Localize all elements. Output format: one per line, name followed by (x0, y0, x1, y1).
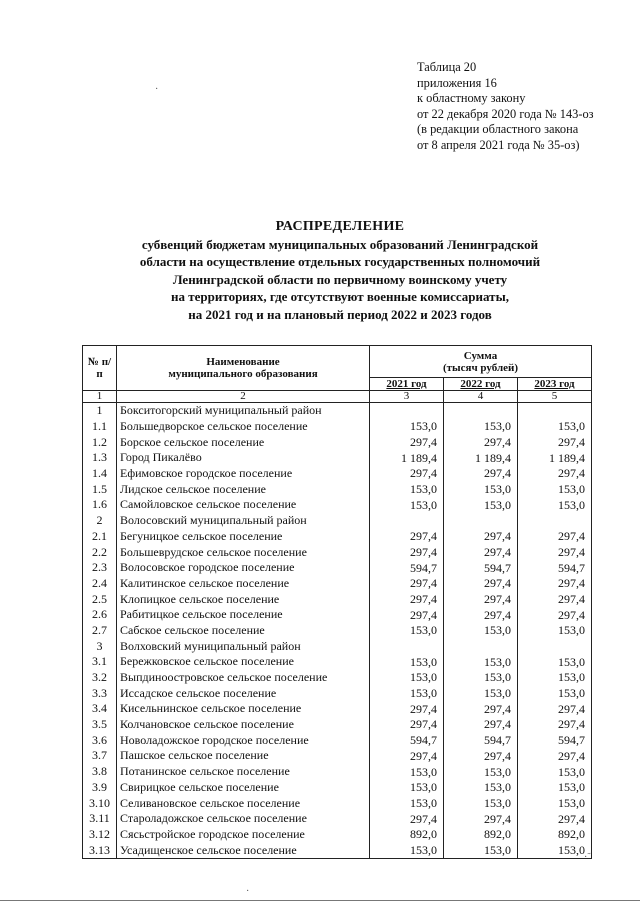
document-title (60, 218, 620, 324)
table-row (83, 623, 592, 639)
row-value-2021: 594,7 (370, 560, 444, 576)
row-value-2022: 1 189,4 (444, 450, 518, 466)
header-num-label: № п/п (87, 356, 112, 380)
row-value-2023: 153,0 (518, 497, 592, 513)
row-value-2023: 297,4 (518, 544, 592, 560)
row-number: 3.6 (83, 732, 117, 748)
header-note-line: от 22 декабря 2020 года № 143-оз (417, 106, 594, 121)
row-value-2022 (444, 403, 518, 419)
scan-speck: ·˜ (584, 852, 591, 863)
column-index: 2 (117, 391, 370, 403)
row-value-2021: 297,4 (370, 748, 444, 764)
table-row (83, 403, 592, 419)
row-name: Потанинское сельское поселение (117, 764, 370, 780)
row-value-2021: 153,0 (370, 764, 444, 780)
row-number: 2.3 (83, 560, 117, 576)
row-value-2022: 153,0 (444, 419, 518, 435)
row-value-2023: 297,4 (518, 576, 592, 592)
table-row (83, 795, 592, 811)
row-number: 1.5 (83, 481, 117, 497)
row-value-2021: 297,4 (370, 466, 444, 482)
row-number: 1.1 (83, 419, 117, 435)
header-note (417, 60, 594, 153)
row-value-2022: 297,4 (444, 576, 518, 592)
row-value-2021: 297,4 (370, 529, 444, 545)
row-name: Волховский муниципальный район (117, 638, 370, 654)
column-index-row (83, 391, 592, 403)
table-row (83, 419, 592, 435)
row-name: Самойловское сельское поселение (117, 497, 370, 513)
row-number: 2.1 (83, 529, 117, 545)
header-name (117, 346, 370, 391)
header-name-line1: Наименование (206, 356, 280, 368)
header-note-line: к областному закону (417, 91, 526, 105)
row-value-2023: 153,0 (518, 780, 592, 796)
row-value-2021: 153,0 (370, 419, 444, 435)
row-name: Сабское сельское поселение (117, 623, 370, 639)
row-number: 3.4 (83, 701, 117, 717)
row-value-2021 (370, 638, 444, 654)
row-name: Усадищенское сельское поселение (117, 842, 370, 858)
row-value-2021: 297,4 (370, 701, 444, 717)
table-row (83, 685, 592, 701)
row-value-2023 (518, 513, 592, 529)
row-value-2022: 297,4 (444, 717, 518, 733)
header-year-2021: 2021 год (370, 378, 444, 391)
row-value-2022: 297,4 (444, 591, 518, 607)
row-name: Пашское сельское поселение (117, 748, 370, 764)
row-value-2021: 153,0 (370, 670, 444, 686)
row-number: 3.13 (83, 842, 117, 858)
row-value-2022: 297,4 (444, 544, 518, 560)
row-value-2021 (370, 513, 444, 529)
row-name: Волосовский муниципальный район (117, 513, 370, 529)
row-value-2022 (444, 513, 518, 529)
row-value-2022: 153,0 (444, 764, 518, 780)
row-name: Бережковское сельское поселение (117, 654, 370, 670)
row-number: 2 (83, 513, 117, 529)
table-row (83, 544, 592, 560)
row-value-2023: 153,0 (518, 419, 592, 435)
row-value-2021: 153,0 (370, 685, 444, 701)
row-value-2022: 297,4 (444, 466, 518, 482)
header-sum-line1: Сумма (463, 349, 498, 362)
table-row (83, 827, 592, 843)
table-row (83, 450, 592, 466)
header-note-line: Таблица 20 (417, 60, 477, 74)
row-value-2023: 594,7 (518, 732, 592, 748)
row-value-2023 (518, 403, 592, 419)
row-number: 3.8 (83, 764, 117, 780)
row-value-2023: 153,0 (518, 764, 592, 780)
row-value-2023: 153,0 (518, 481, 592, 497)
row-value-2023: 297,4 (518, 607, 592, 623)
table-row (83, 529, 592, 545)
title-line: на территориях, где отсутствуют военные комиссариаты, (171, 289, 509, 305)
row-value-2023: 297,4 (518, 701, 592, 717)
row-number: 3.3 (83, 685, 117, 701)
row-value-2023: 153,0 (518, 842, 592, 858)
row-name: Выпдиноостровское сельское поселение (117, 670, 370, 686)
row-number: 3.5 (83, 717, 117, 733)
table-row (83, 654, 592, 670)
row-value-2022: 153,0 (444, 654, 518, 670)
row-value-2022: 153,0 (444, 795, 518, 811)
row-name: Волосовское городское поселение (117, 560, 370, 576)
row-number: 3.2 (83, 670, 117, 686)
row-number: 3.12 (83, 827, 117, 843)
scan-speck: · (246, 886, 250, 897)
row-name: Бегуницкое сельское поселение (117, 529, 370, 545)
header-year-2022: 2022 год (444, 378, 518, 391)
row-value-2023: 1 189,4 (518, 450, 592, 466)
row-value-2021: 892,0 (370, 827, 444, 843)
table-row (83, 513, 592, 529)
row-name: Калитинское сельское поселение (117, 576, 370, 592)
row-value-2021: 153,0 (370, 623, 444, 639)
row-value-2021: 297,4 (370, 591, 444, 607)
table-row (83, 497, 592, 513)
row-value-2021: 297,4 (370, 717, 444, 733)
table-row (83, 591, 592, 607)
row-value-2023: 297,4 (518, 717, 592, 733)
row-value-2021: 153,0 (370, 842, 444, 858)
row-number: 1 (83, 403, 117, 419)
row-value-2021: 297,4 (370, 811, 444, 827)
table-row (83, 466, 592, 482)
header-year-2023: 2023 год (518, 378, 592, 391)
row-value-2021: 153,0 (370, 654, 444, 670)
row-name: Ефимовское городское поселение (117, 466, 370, 482)
row-value-2023: 153,0 (518, 685, 592, 701)
table-row (83, 638, 592, 654)
row-number: 3.10 (83, 795, 117, 811)
row-value-2022: 153,0 (444, 497, 518, 513)
row-name: Староладожское сельское поселение (117, 811, 370, 827)
row-name: Рабитицкое сельское поселение (117, 607, 370, 623)
row-number: 2.2 (83, 544, 117, 560)
header-num (83, 346, 117, 391)
row-value-2023 (518, 638, 592, 654)
row-value-2023: 297,4 (518, 529, 592, 545)
header-note-line: приложения 16 (417, 75, 497, 90)
table-row (83, 732, 592, 748)
row-value-2022: 153,0 (444, 780, 518, 796)
row-value-2023: 153,0 (518, 623, 592, 639)
row-value-2023: 594,7 (518, 560, 592, 576)
row-name: Новоладожское городское поселение (117, 732, 370, 748)
row-name: Борское сельское поселение (117, 434, 370, 450)
column-index: 1 (83, 391, 117, 403)
row-number: 2.6 (83, 607, 117, 623)
row-name: Большедворское сельское поселение (117, 419, 370, 435)
row-number: 2.4 (83, 576, 117, 592)
row-value-2022: 153,0 (444, 481, 518, 497)
row-name: Клопицкое сельское поселение (117, 591, 370, 607)
row-value-2021: 153,0 (370, 481, 444, 497)
row-value-2021: 1 189,4 (370, 450, 444, 466)
row-number: 3 (83, 638, 117, 654)
row-value-2022: 297,4 (444, 607, 518, 623)
header-note-line: (в редакции областного закона (417, 122, 579, 136)
scan-speck: · (155, 84, 159, 95)
row-value-2023: 153,0 (518, 670, 592, 686)
table-row (83, 434, 592, 450)
row-name: Сясьстройское городское поселение (117, 827, 370, 843)
header-sum (370, 346, 592, 378)
table-row (83, 842, 592, 858)
row-value-2023: 153,0 (518, 795, 592, 811)
row-value-2021: 297,4 (370, 607, 444, 623)
table-row (83, 764, 592, 780)
scan-edge-line (0, 900, 640, 901)
row-number: 1.6 (83, 497, 117, 513)
row-value-2022: 297,4 (444, 529, 518, 545)
row-name: Лидское сельское поселение (117, 481, 370, 497)
row-name: Бокситогорский муниципальный район (117, 403, 370, 419)
column-index: 3 (370, 391, 444, 403)
row-value-2021: 153,0 (370, 780, 444, 796)
row-value-2023: 297,4 (518, 466, 592, 482)
row-number: 3.9 (83, 780, 117, 796)
table-row (83, 481, 592, 497)
row-value-2021: 153,0 (370, 795, 444, 811)
table-row (83, 701, 592, 717)
row-value-2022: 153,0 (444, 670, 518, 686)
table-row (83, 576, 592, 592)
row-value-2021: 297,4 (370, 576, 444, 592)
row-value-2022: 153,0 (444, 623, 518, 639)
row-value-2021: 153,0 (370, 497, 444, 513)
table-row (83, 670, 592, 686)
row-number: 1.2 (83, 434, 117, 450)
table-row (83, 811, 592, 827)
title-line: Ленинградской области по первичному воинскому учету (172, 271, 508, 287)
title-main: РАСПРЕДЕЛЕНИЕ (275, 219, 405, 234)
row-name: Селивановское сельское поселение (117, 795, 370, 811)
column-index: 5 (518, 391, 592, 403)
row-value-2021: 594,7 (370, 732, 444, 748)
table-body (83, 391, 592, 859)
row-value-2022: 153,0 (444, 685, 518, 701)
table-row (83, 748, 592, 764)
row-number: 3.1 (83, 654, 117, 670)
header-name-line2: муниципального образования (168, 368, 318, 380)
row-name: Колчановское сельское поселение (117, 717, 370, 733)
table-row (83, 607, 592, 623)
row-name: Иссадское сельское поселение (117, 685, 370, 701)
row-value-2022: 153,0 (444, 842, 518, 858)
row-number: 2.5 (83, 591, 117, 607)
row-name: Большеврудское сельское поселение (117, 544, 370, 560)
row-value-2023: 297,4 (518, 811, 592, 827)
row-number: 3.7 (83, 748, 117, 764)
row-number: 1.4 (83, 466, 117, 482)
header-note-line: от 8 апреля 2021 года № 35-оз) (417, 137, 580, 152)
column-index: 4 (444, 391, 518, 403)
row-value-2023: 297,4 (518, 434, 592, 450)
header-sum-line2: (тысяч рублей) (442, 361, 519, 374)
title-line: на 2021 год и на плановый период 2022 и 2023 годов (188, 306, 492, 322)
title-line: субвенций бюджетам муниципальных образований Ленинградской (141, 236, 539, 252)
row-name: Город Пикалёво (117, 450, 370, 466)
row-value-2022: 892,0 (444, 827, 518, 843)
row-value-2022: 297,4 (444, 811, 518, 827)
row-number: 3.11 (83, 811, 117, 827)
row-value-2022: 594,7 (444, 732, 518, 748)
row-number: 1.3 (83, 450, 117, 466)
row-value-2022: 297,4 (444, 701, 518, 717)
row-value-2023: 153,0 (518, 654, 592, 670)
row-value-2023: 297,4 (518, 748, 592, 764)
row-value-2022: 297,4 (444, 748, 518, 764)
table-row (83, 717, 592, 733)
table-row (83, 780, 592, 796)
row-number: 2.7 (83, 623, 117, 639)
row-value-2021: 297,4 (370, 544, 444, 560)
row-value-2021 (370, 403, 444, 419)
row-value-2023: 892,0 (518, 827, 592, 843)
row-value-2023: 297,4 (518, 591, 592, 607)
row-value-2021: 297,4 (370, 434, 444, 450)
row-name: Кисельнинское сельское поселение (117, 701, 370, 717)
budget-table (82, 345, 592, 859)
table-row (83, 560, 592, 576)
row-name: Свирицкое сельское поселение (117, 780, 370, 796)
title-line: области на осуществление отдельных государственных полномочий (139, 254, 541, 270)
table-header-row (83, 346, 592, 378)
row-value-2022: 594,7 (444, 560, 518, 576)
row-value-2022: 297,4 (444, 434, 518, 450)
row-value-2022 (444, 638, 518, 654)
